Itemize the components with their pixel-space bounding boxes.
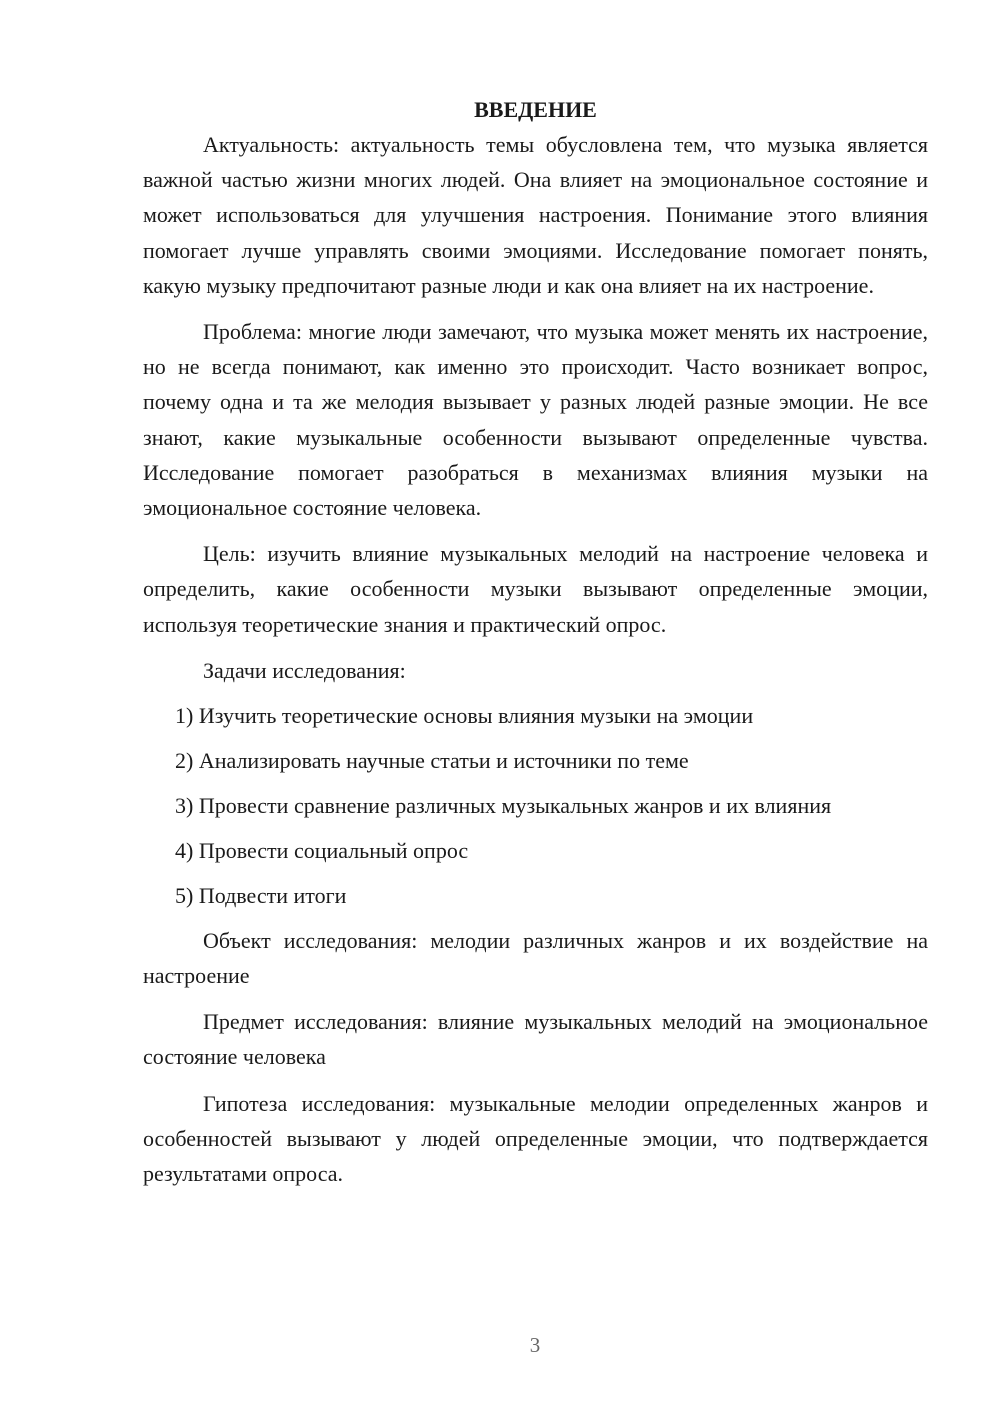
task-item: 2) Анализировать научные статьи и источники по теме <box>175 747 689 773</box>
hypothesis-paragraph: Гипотеза исследования: музыкальные мелодии определенных жанров и особенностей вызывают у людей определенные эмоции, что подтверждается результатами опроса. <box>143 1090 928 1187</box>
subject-paragraph: Предмет исследования: влияние музыкальных мелодий на эмоциональное состояние человека <box>143 1009 928 1070</box>
page-content <box>143 92 928 1202</box>
tasks-list <box>143 698 928 913</box>
goal-paragraph: Цель: изучить влияние музыкальных мелодий на настроение человека и определить, какие особенности музыки вызывают определенные эмоции, используя теоретические знания и практический опрос. <box>143 541 928 637</box>
task-item: 1) Изучить теоретические основы влияния музыки на эмоции <box>175 702 754 728</box>
task-item: 3) Провести сравнение различных музыкальных жанров и их влияния <box>175 792 832 818</box>
task-item: 4) Провести социальный опрос <box>175 837 469 863</box>
page-number: 3 <box>529 1333 541 1357</box>
relevance-paragraph: Актуальность: актуальность темы обусловлена тем, что музыка является важной частью жизни многих людей. Она влияет на эмоциональное состояние и может использоваться для улучшения настроения. Понимание этого влияния помогает лучше управлять своими эмоциями. Исследование помогает понять, какую музыку предпочитают разные люди и как она влияет на их настроение. <box>143 132 928 298</box>
problem-paragraph: Проблема: многие люди замечают, что музыка может менять их настроение, но не всегда понимают, как именно это происходит. Часто возникает вопрос, почему одна и та же мелодия вызывает у разных людей разные эмоции. Не все знают, какие музыкальные особенности вызывают определенные чувства. Исследование помогает разобраться в механизмах влияния музыки на эмоциональное состояние человека. <box>143 319 928 521</box>
object-paragraph: Объект исследования: мелодии различных жанров и их воздействие на настроение <box>143 927 928 989</box>
page-title: ВВЕДЕНИЕ <box>474 97 597 122</box>
tasks-heading: Задачи исследования: <box>203 657 406 683</box>
task-item: 5) Подвести итоги <box>175 882 347 908</box>
